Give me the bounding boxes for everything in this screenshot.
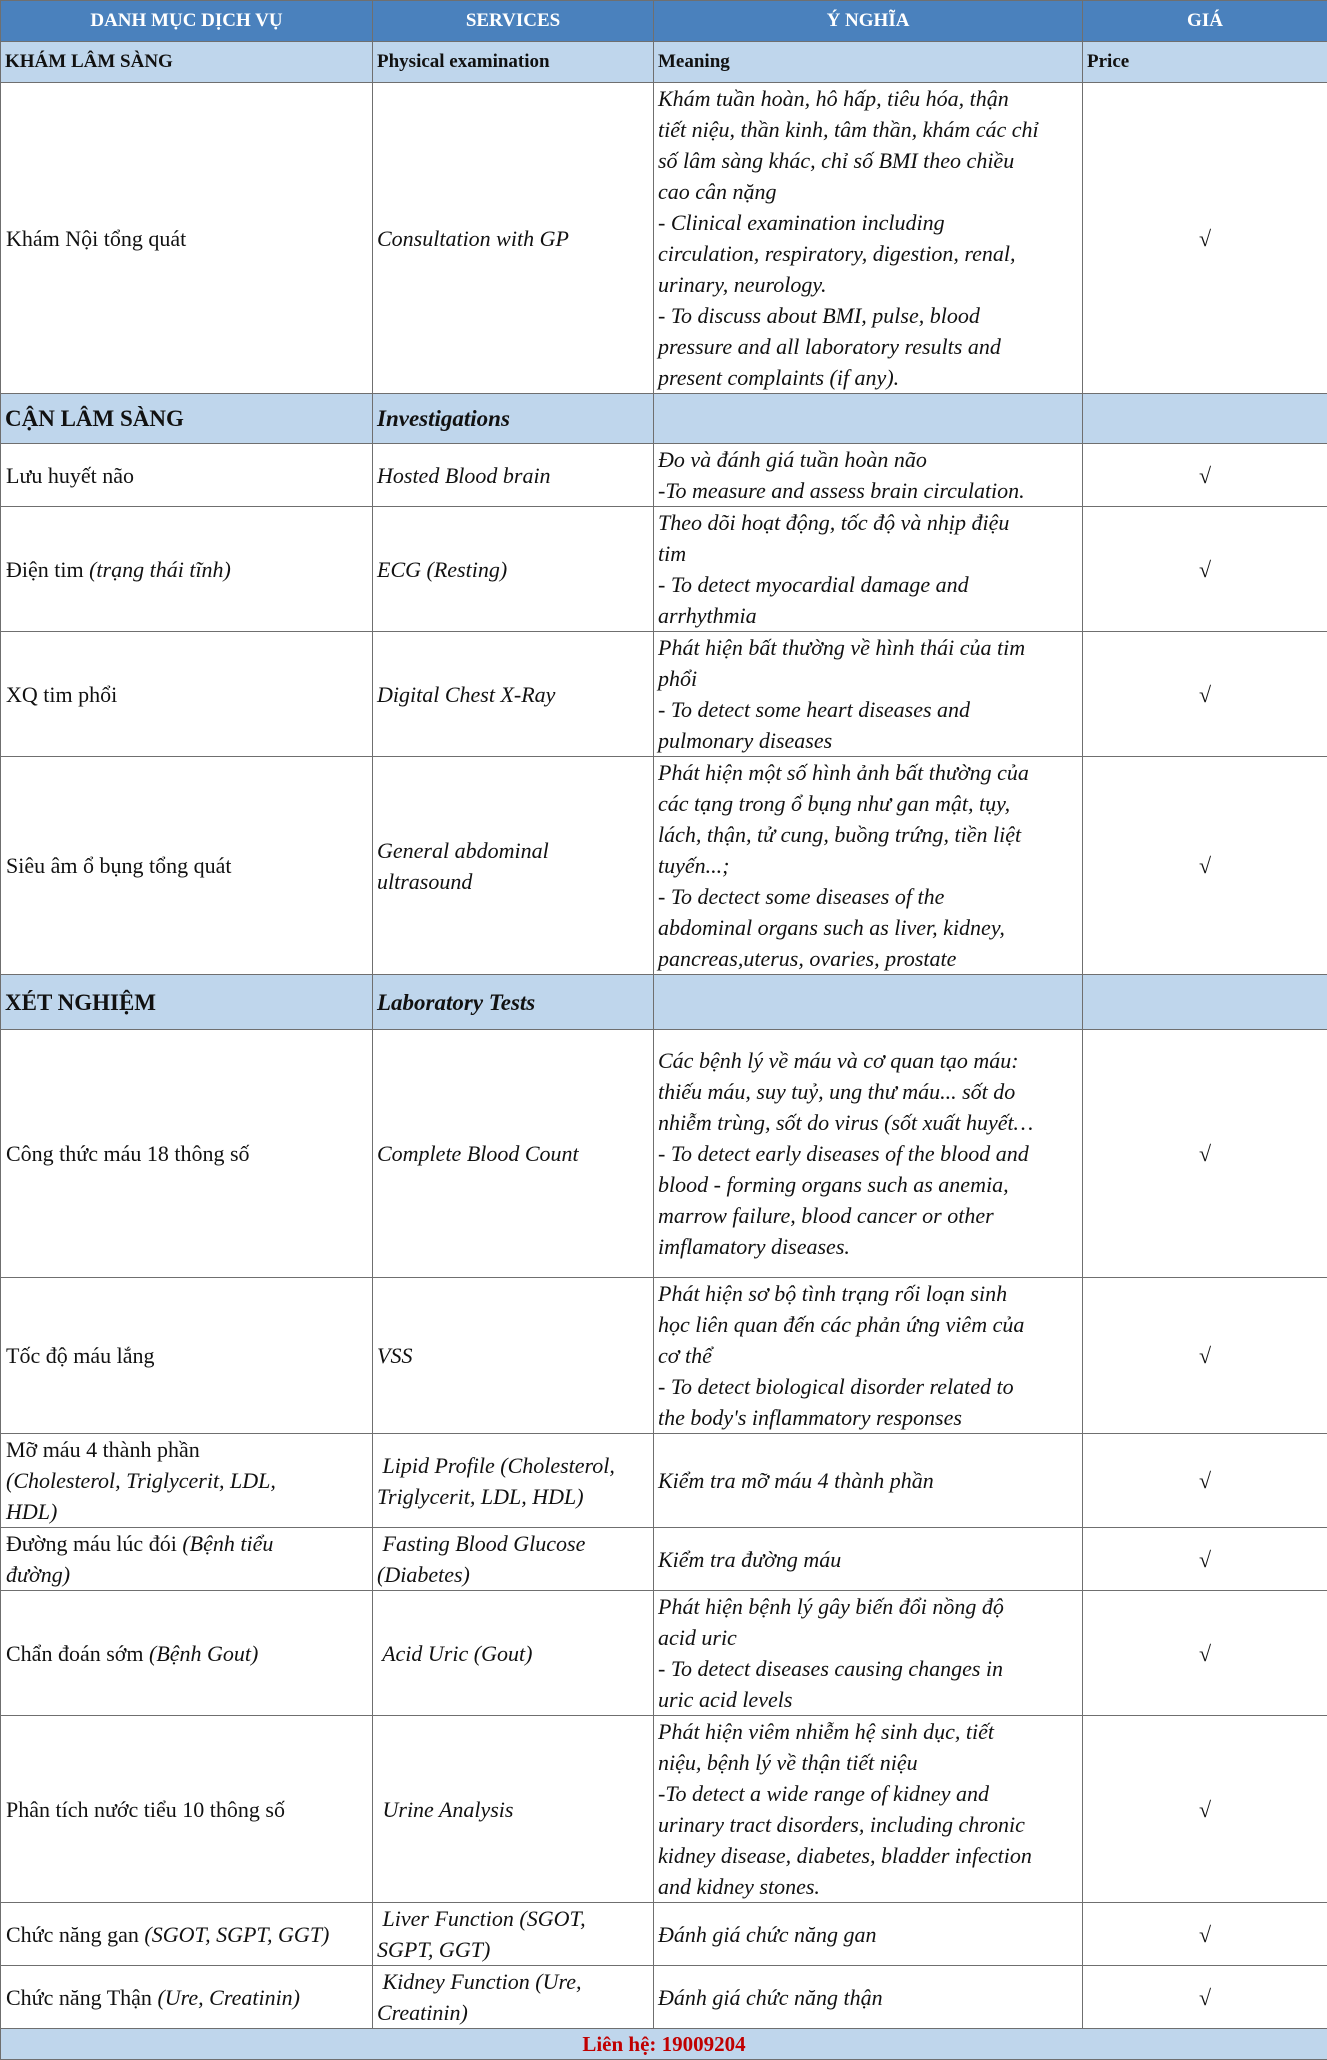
service-en-line: Fasting Blood Glucose [377,1528,649,1559]
service-en: VSS [373,1278,654,1434]
service-vn-text: Chức năng gan [6,1922,144,1947]
meaning-line: Phát hiện bất thường về hình thái của tim [658,632,1078,663]
service-meaning: Kiểm tra đường máu [654,1528,1083,1591]
meaning-line: - To discuss about BMI, pulse, blood [658,300,1078,331]
meaning-line: -To measure and assess brain circulation. [658,475,1078,506]
section-title-vn: XÉT NGHIỆM [1,975,373,1030]
header-meaning: Ý NGHĨA [654,1,1083,42]
service-meaning [654,1030,1083,1278]
table-header-row [1,1,1327,42]
price-check: √ [1083,507,1327,632]
table-row [1,1966,1327,2029]
service-en-line: General abdominal [377,835,649,866]
service-meaning [654,1716,1083,1903]
meaning-line: imflamatory diseases. [658,1231,1078,1262]
service-vn: Phân tích nước tiểu 10 thông số [1,1716,373,1903]
meaning-line: Khám tuần hoàn, hô hấp, tiêu hóa, thận [658,83,1078,114]
meaning-line: arrhythmia [658,600,1078,631]
service-en [373,1903,654,1966]
meaning-line: thiếu máu, suy tuỷ, ung thư máu... sốt do [658,1076,1078,1107]
service-meaning [654,757,1083,975]
meaning-line: tiết niệu, thần kinh, tâm thần, khám các chỉ [658,114,1078,145]
meaning-line: pressure and all laboratory results and [658,331,1078,362]
meaning-line: Các bệnh lý về máu và cơ quan tạo máu: [658,1045,1078,1076]
meaning-line: lách, thận, tử cung, buồng trứng, tiền liệt [658,819,1078,850]
contact-hotline: Liên hệ: 19009204 [1,2029,1327,2060]
meaning-line: - To detect early diseases of the blood and [658,1138,1078,1169]
service-en [373,757,654,975]
price-check: √ [1083,1903,1327,1966]
service-vn-note: (Cholesterol, Triglycerit, LDL, [6,1468,276,1493]
service-vn [1,1434,373,1528]
service-en-line: Lipid Profile (Cholesterol, [377,1450,649,1481]
service-vn-text: Đường máu lúc đói [6,1531,182,1556]
meaning-line: abdominal organs such as liver, kidney, [658,912,1078,943]
meaning-line: urinary tract disorders, including chronic [658,1809,1078,1840]
section-title-en: Laboratory Tests [373,975,654,1030]
subheader-row [1,42,1327,83]
service-en: Hosted Blood brain [373,444,654,507]
service-vn-note: đường) [6,1562,70,1587]
service-en: ECG (Resting) [373,507,654,632]
service-vn-note: (Bệnh tiểu [182,1531,273,1556]
service-vn: Lưu huyết não [1,444,373,507]
price-check: √ [1083,1716,1327,1903]
service-vn-note: (trạng thái tĩnh) [89,557,231,582]
table-row [1,1278,1327,1434]
header-price: GIÁ [1083,1,1327,42]
table-row [1,632,1327,757]
service-en [373,1528,654,1591]
subheader-physical-exam: Physical examination [373,42,654,83]
section-row-investigations [1,394,1327,444]
service-vn-note: (SGOT, SGPT, GGT) [144,1922,329,1947]
table-row [1,507,1327,632]
service-vn-text: Chẩn đoán sớm [6,1641,149,1666]
table-row [1,1528,1327,1591]
service-vn: Tốc độ máu lắng [1,1278,373,1434]
service-vn-text: Chức năng Thận [6,1985,157,2010]
meaning-line: - Clinical examination including [658,207,1078,238]
price-check: √ [1083,1966,1327,2029]
meaning-line: các tạng trong ổ bụng như gan mật, tụy, [658,788,1078,819]
service-vn [1,507,373,632]
subheader-price: Price [1083,42,1327,83]
service-vn-note: HDL) [6,1499,57,1524]
service-meaning [654,632,1083,757]
meaning-line: and kidney stones. [658,1871,1078,1902]
table-row [1,1591,1327,1716]
price-check: √ [1083,1030,1327,1278]
header-services: SERVICES [373,1,654,42]
meaning-line: tuyến...; [658,850,1078,881]
service-en: Urine Analysis [373,1716,654,1903]
meaning-line: marrow failure, blood cancer or other [658,1200,1078,1231]
section-empty-cell [654,975,1083,1030]
meaning-line: pancreas,uterus, ovaries, prostate [658,943,1078,974]
meaning-line: blood - forming organs such as anemia, [658,1169,1078,1200]
service-en-line: Creatinin) [377,1997,649,2028]
service-vn: Công thức máu 18 thông số [1,1030,373,1278]
table-row [1,1434,1327,1528]
service-vn [1,1528,373,1591]
meaning-line: Theo dõi hoạt động, tốc độ và nhịp điệu [658,507,1078,538]
meaning-line: - To dectect some diseases of the [658,881,1078,912]
meaning-line: học liên quan đến các phản ứng viêm của [658,1309,1078,1340]
service-en-line: ultrasound [377,866,649,897]
table-row [1,83,1327,394]
section-empty-cell [1083,394,1327,444]
service-en [373,1966,654,2029]
service-meaning [654,1278,1083,1434]
service-vn: Khám Nội tổng quát [1,83,373,394]
meaning-line: - To detect biological disorder related to [658,1371,1078,1402]
price-check: √ [1083,83,1327,394]
meaning-line: phổi [658,663,1078,694]
service-meaning [654,1591,1083,1716]
service-meaning [654,444,1083,507]
service-meaning [654,83,1083,394]
service-en-line: Triglycerit, LDL, HDL) [377,1481,649,1512]
service-meaning [654,507,1083,632]
service-vn-text: Điện tim [6,557,89,582]
service-en-line: (Diabetes) [377,1559,649,1590]
service-meaning: Đánh giá chức năng gan [654,1903,1083,1966]
meaning-line: niệu, bệnh lý về thận tiết niệu [658,1747,1078,1778]
service-vn-note: (Bệnh Gout) [149,1641,258,1666]
meaning-line: - To detect diseases causing changes in [658,1653,1078,1684]
table-row [1,1030,1327,1278]
meaning-line: Phát hiện bệnh lý gây biến đổi nồng độ [658,1591,1078,1622]
meaning-line: số lâm sàng khác, chỉ số BMI theo chiều [658,145,1078,176]
price-check: √ [1083,1528,1327,1591]
meaning-line: tim [658,538,1078,569]
section-empty-cell [1083,975,1327,1030]
meaning-line: -To detect a wide range of kidney and [658,1778,1078,1809]
price-check: √ [1083,1278,1327,1434]
meaning-line: Đo và đánh giá tuần hoàn não [658,444,1078,475]
service-meaning: Đánh giá chức năng thận [654,1966,1083,2029]
meaning-line: kidney disease, diabetes, bladder infection [658,1840,1078,1871]
meaning-line: pulmonary diseases [658,725,1078,756]
meaning-line: - To detect myocardial damage and [658,569,1078,600]
meaning-line: - To detect some heart diseases and [658,694,1078,725]
contact-footer-row [1,2029,1327,2060]
header-service-list: DANH MỤC DỊCH VỤ [1,1,373,42]
service-vn: XQ tim phổi [1,632,373,757]
service-en [373,1434,654,1528]
meaning-line: Phát hiện một số hình ảnh bất thường của [658,757,1078,788]
section-row-lab [1,975,1327,1030]
meaning-line: urinary, neurology. [658,269,1078,300]
service-vn: Siêu âm ổ bụng tổng quát [1,757,373,975]
service-en: Acid Uric (Gout) [373,1591,654,1716]
section-title-vn: CẬN LÂM SÀNG [1,394,373,444]
meaning-line: present complaints (if any). [658,362,1078,393]
price-check: √ [1083,444,1327,507]
price-check: √ [1083,1591,1327,1716]
meaning-line: circulation, respiratory, digestion, renal, [658,238,1078,269]
service-vn [1,1903,373,1966]
service-vn [1,1966,373,2029]
service-en: Complete Blood Count [373,1030,654,1278]
table-row [1,1716,1327,1903]
table-row [1,444,1327,507]
section-empty-cell [654,394,1083,444]
meaning-line: cơ thể [658,1340,1078,1371]
section-title-en: Investigations [373,394,654,444]
meaning-line: cao cân nặng [658,176,1078,207]
table-row [1,757,1327,975]
service-vn [1,1591,373,1716]
service-en: Consultation with GP [373,83,654,394]
meaning-line: Phát hiện sơ bộ tình trạng rối loạn sinh [658,1278,1078,1309]
subheader-meaning: Meaning [654,42,1083,83]
service-en-line: SGPT, GGT) [377,1934,649,1965]
table-row [1,1903,1327,1966]
meaning-line: Phát hiện viêm nhiễm hệ sinh dục, tiết [658,1716,1078,1747]
price-check: √ [1083,1434,1327,1528]
service-meaning: Kiểm tra mỡ máu 4 thành phần [654,1434,1083,1528]
meaning-line: nhiễm trùng, sốt do virus (sốt xuất huyết… [658,1107,1078,1138]
price-check: √ [1083,757,1327,975]
service-vn-note: (Ure, Creatinin) [157,1985,300,2010]
meaning-line: the body's inflammatory responses [658,1402,1078,1433]
subheader-clinical-exam: KHÁM LÂM SÀNG [1,42,373,83]
price-check: √ [1083,632,1327,757]
service-en: Digital Chest X-Ray [373,632,654,757]
service-en-line: Liver Function (SGOT, [377,1903,649,1934]
service-en-line: Kidney Function (Ure, [377,1966,649,1997]
meaning-line: acid uric [658,1622,1078,1653]
service-vn-line: Mỡ máu 4 thành phần [6,1434,368,1465]
meaning-line: uric acid levels [658,1684,1078,1715]
